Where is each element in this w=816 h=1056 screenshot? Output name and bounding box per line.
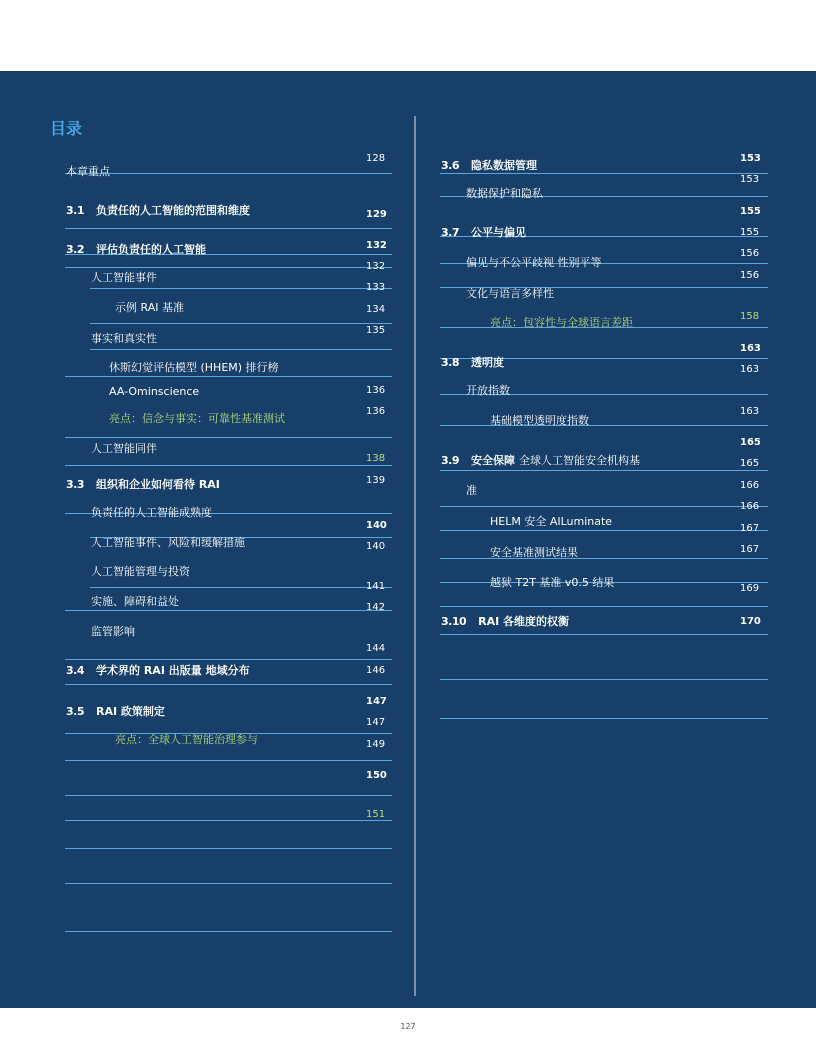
page-ref[interactable]: 150 (366, 770, 387, 781)
rule-line (440, 634, 768, 635)
toc-entry[interactable] (441, 224, 526, 240)
section-number: 3.3 (66, 478, 84, 491)
rule-line (440, 679, 768, 680)
toc-entry[interactable] (490, 513, 612, 529)
entry-label: 亮点：包容性与全球语言差距 (490, 316, 633, 329)
page-ref[interactable]: 132 (366, 240, 387, 251)
section-number: 3.8 (441, 356, 459, 369)
toc-entry[interactable] (490, 412, 589, 428)
toc-entry[interactable] (91, 563, 190, 579)
toc-entry[interactable] (91, 593, 179, 609)
rule-line (65, 931, 392, 932)
rule-line (65, 883, 392, 884)
toc-entry[interactable] (91, 330, 157, 346)
entry-label: 准 (466, 484, 477, 497)
rule-line (440, 718, 768, 719)
entry-label: 偏见与不公平歧视 性别平等 (466, 256, 602, 269)
page-ref[interactable]: 135 (366, 325, 386, 336)
entry-label: 人工智能同伴 (91, 442, 157, 455)
toc-entry[interactable] (490, 314, 633, 330)
page-ref[interactable]: 163 (740, 364, 760, 375)
toc-entry[interactable] (91, 504, 212, 520)
toc-entry[interactable] (91, 623, 135, 639)
entry-label: 亮点：全球人工智能治理参与 (115, 733, 258, 746)
rule-line (65, 820, 392, 821)
page-ref[interactable]: 144 (366, 643, 386, 654)
page-ref[interactable]: 151 (366, 809, 386, 820)
toc-entry[interactable] (66, 662, 250, 678)
page-ref[interactable]: 169 (740, 583, 760, 594)
toc-title: 目录 (50, 119, 83, 138)
page-ref[interactable]: 163 (740, 406, 760, 417)
rule-line (65, 376, 392, 377)
toc-entry[interactable] (466, 382, 510, 398)
entry-label: 开放指数 (466, 384, 510, 397)
page-ref[interactable]: 167 (740, 523, 760, 534)
entry-label: 亮点：信念与事实：可靠性基准测试 (109, 412, 285, 425)
page-ref[interactable]: 140 (366, 541, 386, 552)
page-ref[interactable]: 166 (740, 480, 760, 491)
rule-line (65, 659, 392, 660)
entry-label: 示例 RAI 基准 (115, 301, 184, 314)
page-ref[interactable]: 136 (366, 385, 386, 396)
rule-line (65, 267, 392, 268)
section-number: 3.10 (441, 615, 467, 628)
toc-entry[interactable] (109, 385, 199, 398)
entry-label: 休斯幻觉评估模型 (HHEM) 排行榜 (109, 361, 279, 374)
toc-entry[interactable] (91, 440, 157, 456)
entry-label: 监管影响 (91, 625, 135, 638)
rule-line (440, 606, 768, 607)
page-ref[interactable]: 156 (740, 248, 760, 259)
entry-label: 事实和真实性 (91, 332, 157, 345)
page-ref[interactable]: 167 (740, 544, 760, 555)
entry-label: 越狱 T2T 基准 v0.5 结果 (490, 576, 615, 589)
rule-line (65, 228, 392, 229)
entry-label: 人工智能管理与投资 (91, 565, 190, 578)
rule-line (65, 760, 392, 761)
toc-entry[interactable] (441, 613, 569, 629)
page-ref[interactable]: 139 (366, 475, 386, 486)
page-ref[interactable]: 128 (366, 153, 386, 164)
page-ref[interactable]: 158 (740, 311, 760, 322)
page-ref[interactable]: 170 (740, 616, 761, 627)
rule-line (440, 530, 768, 531)
toc-entry[interactable] (490, 544, 578, 560)
page-ref[interactable]: 138 (366, 453, 386, 464)
rule-line (90, 587, 392, 588)
entry-label: 本章重点 (66, 165, 110, 178)
rule-line (65, 848, 392, 849)
section-number: 3.6 (441, 159, 459, 172)
toc-entry[interactable] (66, 163, 110, 179)
toc-entry[interactable] (66, 703, 165, 719)
entry-label: 安全基准测试结果 (490, 546, 578, 559)
toc-entry[interactable] (115, 299, 184, 315)
page-ref[interactable]: 153 (740, 174, 760, 185)
entry-label: RAI 政策制定 (96, 705, 165, 718)
entry-label: 文化与语言多样性 (466, 287, 554, 300)
toc-entry[interactable] (66, 476, 220, 492)
rule-line (440, 173, 768, 174)
section-number: 3.7 (441, 226, 459, 239)
entry-label: 透明度 (471, 356, 504, 369)
page-ref[interactable]: 146 (366, 665, 386, 676)
toc-entry[interactable] (466, 285, 554, 301)
section-number: 3.9 (441, 454, 459, 467)
entry-label: 负责任的人工智能的范围和维度 (96, 204, 250, 217)
rule-line (440, 506, 768, 507)
page-ref[interactable]: 156 (740, 270, 760, 281)
section-number: 3.4 (66, 664, 84, 677)
page-ref[interactable]: 133 (366, 282, 386, 293)
rule-line (65, 684, 392, 685)
page-ref[interactable]: 155 (740, 206, 761, 217)
entry-label: HELM 安全 AILuminate (490, 515, 613, 528)
entry-label: 数据保护和隐私 (466, 187, 543, 200)
entry-label: 安全保障 (471, 454, 515, 467)
page-ref[interactable]: 166 (740, 501, 760, 512)
page-ref[interactable]: 153 (740, 153, 761, 164)
rule-line (65, 795, 392, 796)
toc-entry[interactable] (109, 410, 285, 426)
entry-label: 公平与偏见 (471, 226, 526, 239)
rule-line (90, 349, 392, 350)
rule-line (90, 288, 392, 289)
toc-entry[interactable] (91, 269, 157, 285)
page-ref[interactable]: 141 (366, 581, 386, 592)
page-ref[interactable]: 155 (740, 227, 760, 238)
page-ref[interactable]: 140 (366, 520, 387, 531)
entry-label: 负责任的人工智能成熟度 (91, 506, 212, 519)
section-number: 3.1 (66, 204, 84, 217)
toc-entry[interactable] (91, 534, 245, 550)
toc-entry[interactable] (66, 202, 250, 218)
toc-entry[interactable] (441, 157, 537, 173)
entry-label-extra: 全球人工智能安全机构基 (519, 454, 640, 467)
entry-label: 实施、障碍和益处 (91, 595, 179, 608)
toc-entry[interactable] (466, 254, 602, 270)
page-ref[interactable]: 132 (366, 261, 386, 272)
toc-entry[interactable] (466, 482, 477, 498)
rule-line (65, 465, 392, 466)
page-ref[interactable]: 149 (366, 739, 386, 750)
section-number: 3.2 (66, 243, 84, 256)
toc-entry[interactable] (466, 185, 543, 201)
toc-entry[interactable] (490, 574, 614, 590)
entry-label: 人工智能事件、风险和缓解措施 (91, 536, 245, 549)
rule-line (90, 323, 392, 324)
page-ref[interactable]: 147 (366, 696, 387, 707)
page-ref[interactable]: 136 (366, 406, 386, 417)
entry-label: 学术界的 RAI 出版量 地域分布 (96, 664, 250, 677)
toc-entry[interactable] (109, 359, 279, 375)
section-number: 3.5 (66, 705, 84, 718)
column-divider (414, 116, 416, 996)
entry-label: 人工智能事件 (91, 271, 157, 284)
entry-label: 隐私数据管理 (471, 159, 537, 172)
page-ref[interactable]: 165 (740, 458, 760, 469)
page-ref[interactable]: 163 (740, 343, 761, 354)
entry-label: 组织和企业如何看待 RAI (96, 478, 220, 491)
rule-line (65, 610, 392, 611)
page-number: 127 (400, 1022, 416, 1031)
page-ref[interactable]: 165 (740, 437, 761, 448)
page-ref[interactable]: 134 (366, 304, 386, 315)
toc-entry[interactable] (115, 731, 258, 747)
toc-entry[interactable] (66, 241, 206, 257)
page-ref[interactable]: 147 (366, 717, 386, 728)
page-ref[interactable]: 129 (366, 209, 387, 220)
rule-line (440, 470, 768, 471)
entry-label: 评估负责任的人工智能 (96, 243, 206, 256)
rule-line (65, 437, 392, 438)
page-ref[interactable]: 142 (366, 602, 386, 613)
toc-entry[interactable] (441, 354, 504, 370)
rule-line (65, 173, 392, 174)
entry-label: AA-Ominscience (109, 385, 200, 398)
toc-entry[interactable] (441, 452, 640, 468)
entry-label: RAI 各维度的权衡 (478, 615, 570, 628)
entry-label: 基础模型透明度指数 (490, 414, 589, 427)
